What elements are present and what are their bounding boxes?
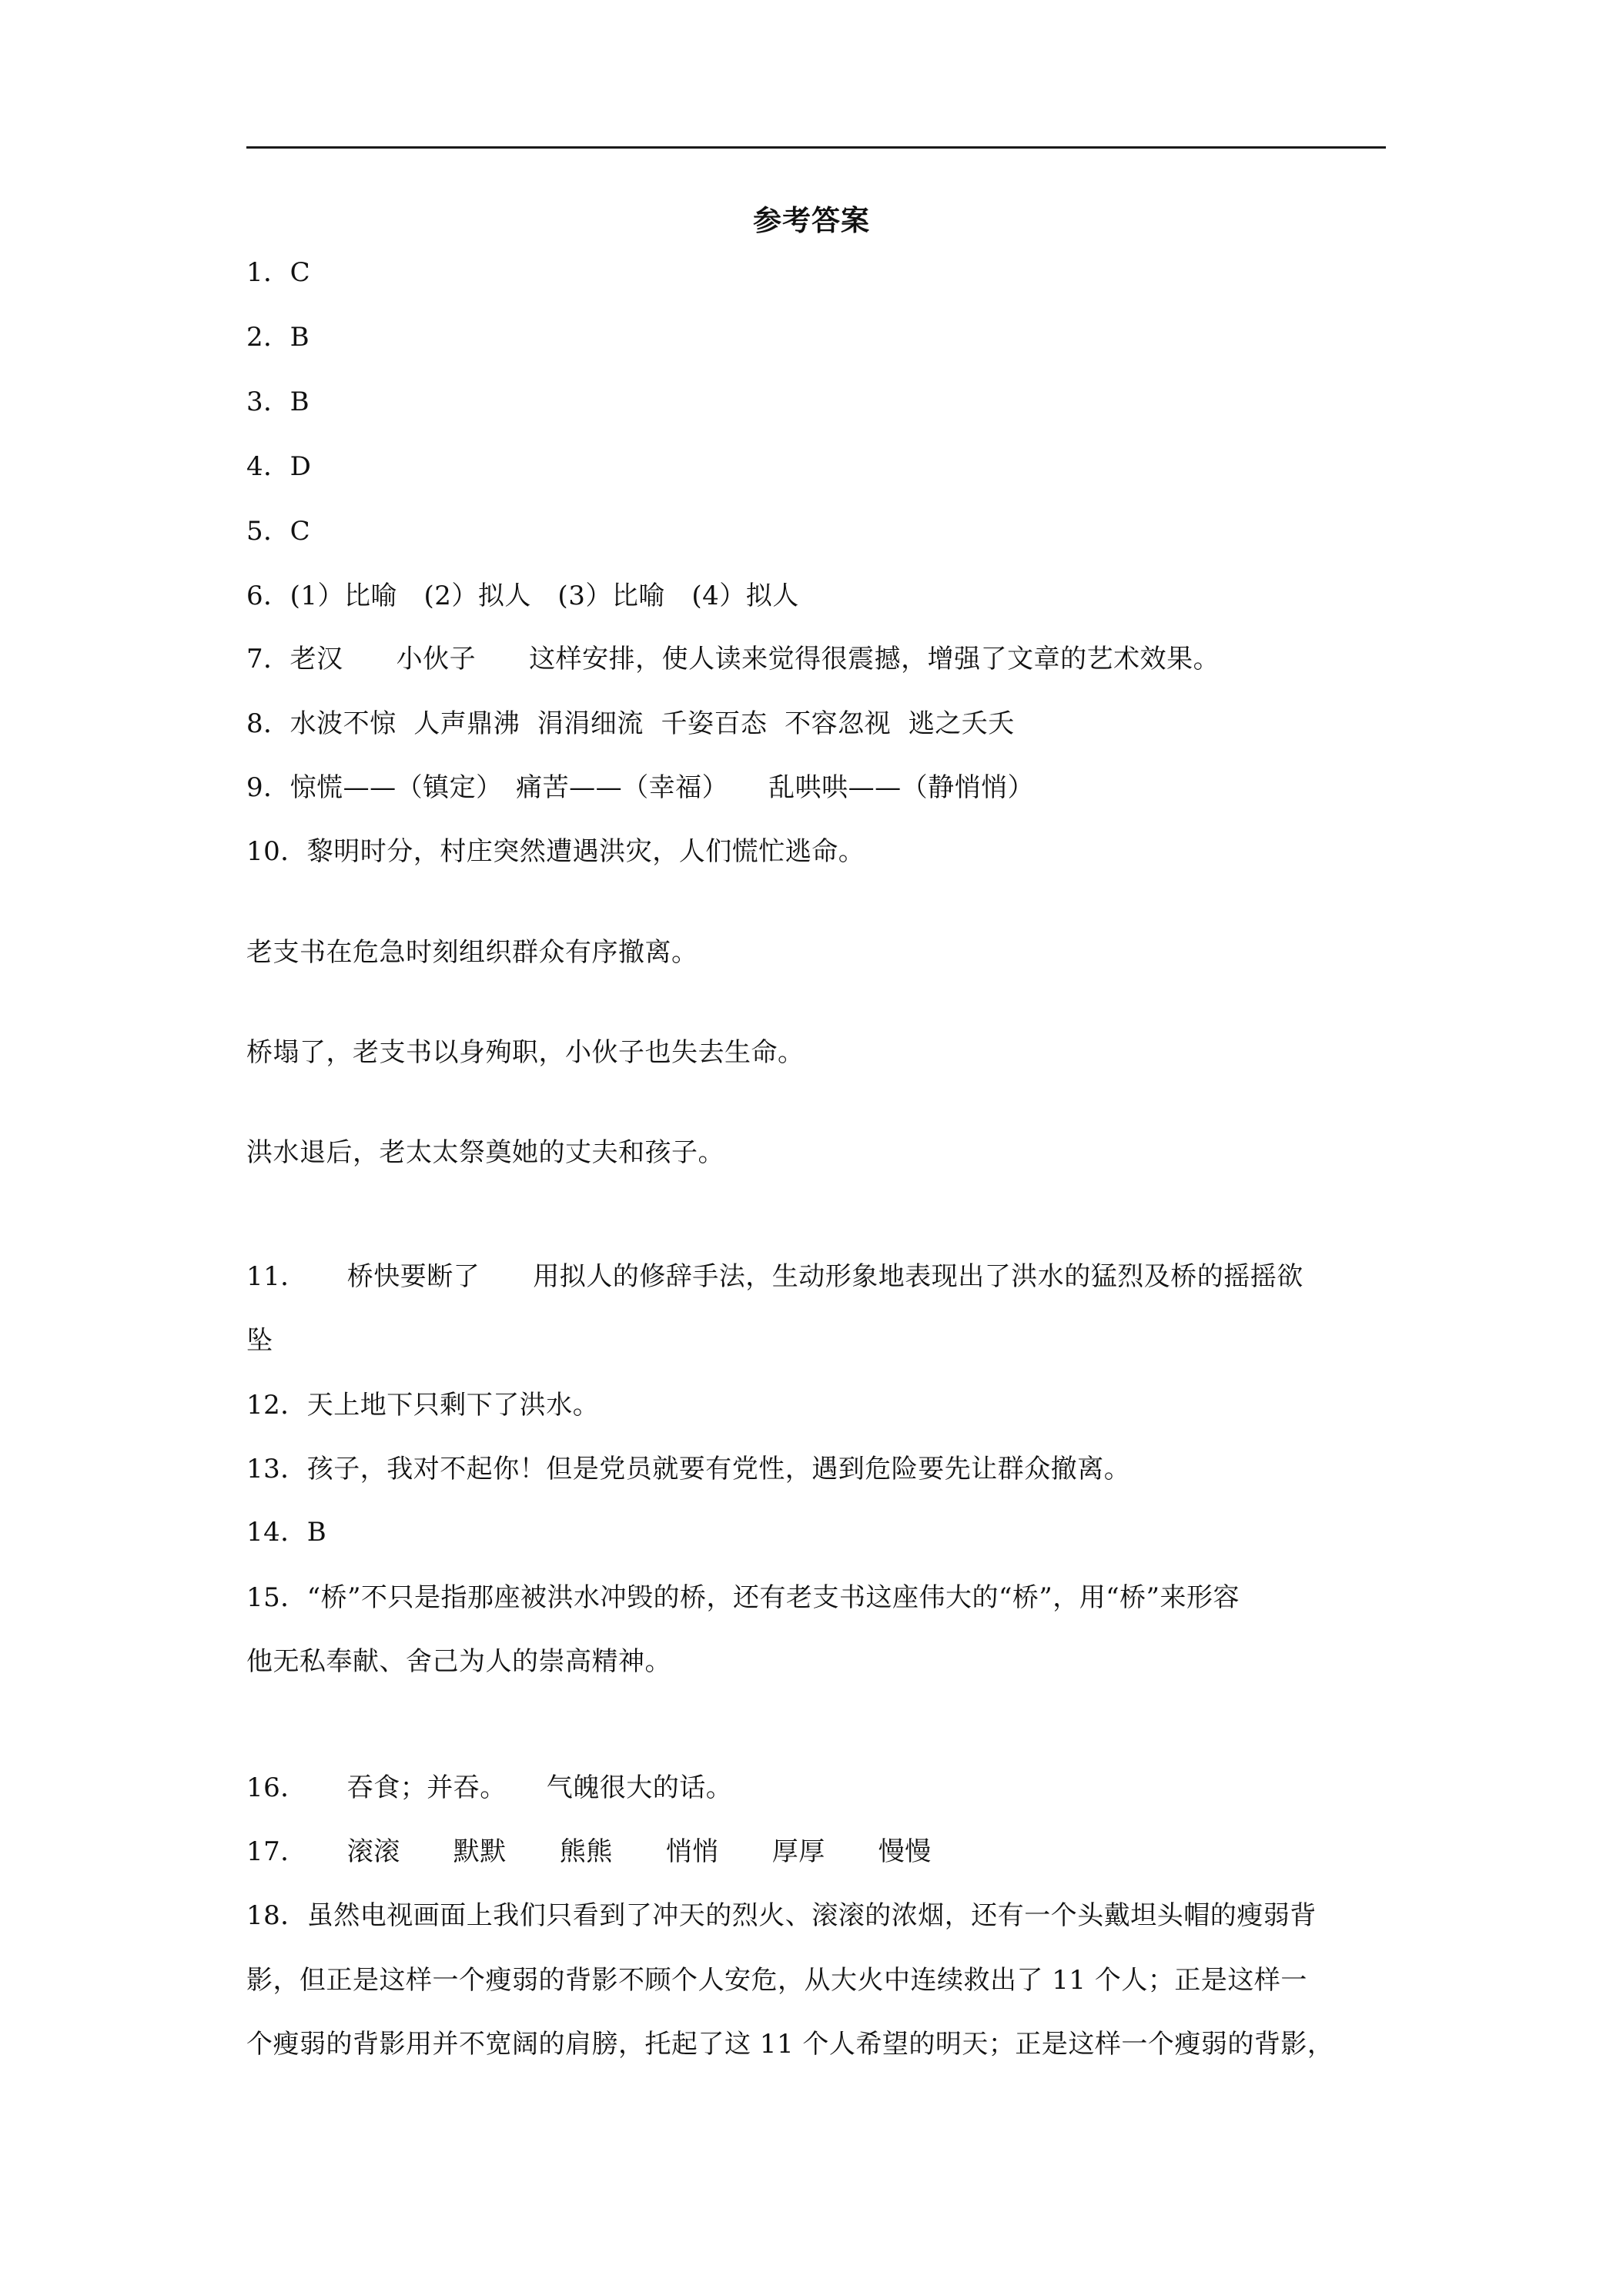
answer-line-10b: 老支书在危急时刻组织群众有序撤离。 bbox=[246, 937, 698, 968]
answer-line-10d: 洪水退后，老太太祭奠她的丈夫和孩子。 bbox=[246, 1137, 724, 1168]
answer-line-10c: 桥塌了，老支书以身殉职，小伙子也失去生命。 bbox=[246, 1037, 805, 1068]
answer-line-13: 13．孩子，我对不起你！但是党员就要有党性，遇到危险要先让群众撤离。 bbox=[246, 1454, 1131, 1484]
answer-line-18b: 影，但正是这样一个瘦弱的背影不顾个人安危，从大火中连续救出了 11 个人；正是这样一 bbox=[246, 1965, 1307, 1996]
answer-line-5: 5．C bbox=[246, 516, 311, 547]
answer-line-10: 10．黎明时分，村庄突然遭遇洪灾，人们慌忙逃命。 bbox=[246, 836, 865, 867]
answer-line-12: 12．天上地下只剩下了洪水。 bbox=[246, 1390, 600, 1421]
answer-line-3: 3．B bbox=[246, 387, 310, 417]
answer-line-4: 4．D bbox=[246, 451, 312, 482]
answer-line-2: 2．B bbox=[246, 322, 310, 353]
answer-line-8: 8．水波不惊 人声鼎沸 涓涓细流 千姿百态 不容忽视 逃之夭夭 bbox=[246, 708, 1015, 739]
answer-line-16: 16． 吞食；并吞。 气魄很大的话。 bbox=[246, 1772, 733, 1803]
answer-line-18c: 个瘦弱的背影用并不宽阔的肩膀，托起了这 11 个人希望的明天；正是这样一个瘦弱的背影， bbox=[246, 2029, 1334, 2060]
answer-line-9: 9．惊慌——（镇定） 痛苦——（幸福） 乱哄哄——（静悄悄） bbox=[246, 772, 1035, 803]
answer-line-11: 11． 桥快要断了 用拟人的修辞手法，生动形象地表现出了洪水的猛烈及桥的摇摇欲 bbox=[246, 1261, 1303, 1292]
answer-line-18: 18．虽然电视画面上我们只看到了冲天的烈火、滚滚的浓烟，还有一个头戴坦头帽的瘦弱背 bbox=[246, 1900, 1317, 1931]
answer-line-14: 14．B bbox=[246, 1517, 327, 1548]
answer-line-1: 1．C bbox=[246, 257, 311, 288]
page-title: 参考答案 bbox=[753, 203, 870, 237]
answer-line-15b: 他无私奉献、舍己为人的崇高精神。 bbox=[246, 1646, 671, 1677]
answer-line-11b: 坠 bbox=[246, 1325, 273, 1356]
answer-line-6: 6．(1）比喻 (2）拟人 (3）比喻 (4）拟人 bbox=[246, 581, 799, 611]
header-rule bbox=[246, 146, 1386, 149]
answer-line-17: 17． 滚滚 默默 熊熊 悄悄 厚厚 慢慢 bbox=[246, 1836, 932, 1867]
answer-line-15: 15．“桥”不只是指那座被洪水冲毁的桥，还有老支书这座伟大的“桥”，用“桥”来形容 bbox=[246, 1582, 1240, 1613]
answer-line-7: 7．老汉 小伙子 这样安排，使人读来觉得很震撼，增强了文章的艺术效果。 bbox=[246, 644, 1220, 674]
